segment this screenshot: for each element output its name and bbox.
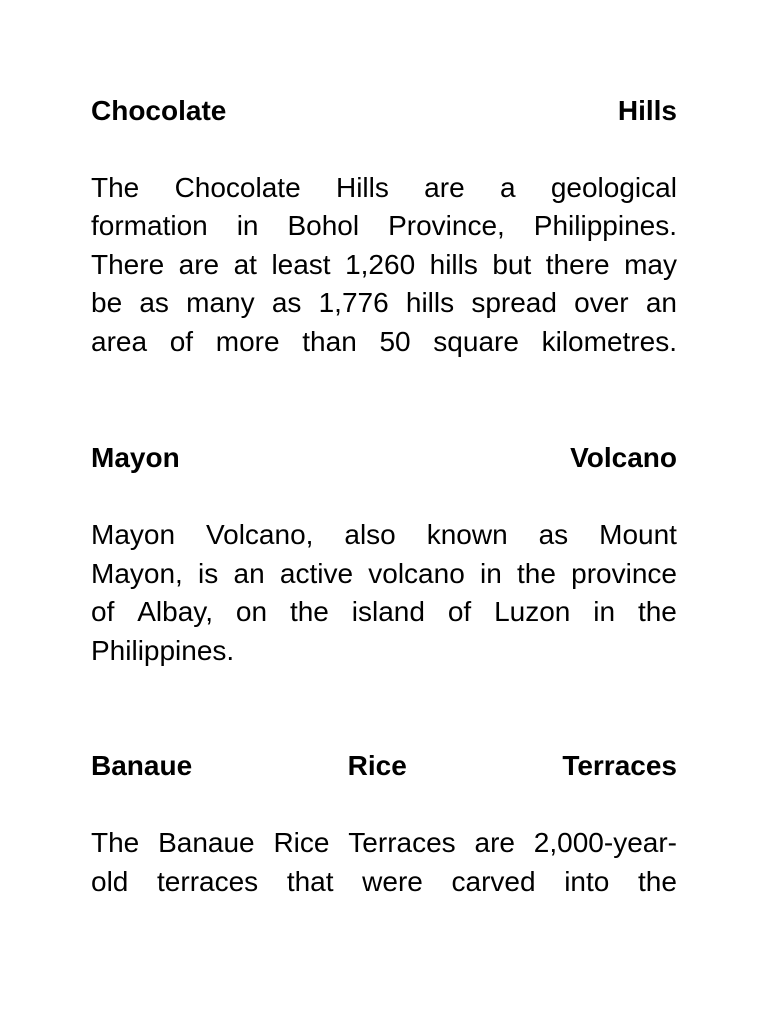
word: carved — [451, 866, 536, 897]
word: 2,000-year- — [533, 827, 677, 858]
word: volcano — [368, 558, 465, 589]
word: over — [574, 287, 629, 318]
heading-word: Chocolate — [91, 95, 227, 126]
word: Philippines. — [533, 210, 677, 241]
word: than — [302, 326, 357, 357]
word: Rice — [273, 827, 330, 858]
word: formation — [91, 210, 208, 241]
word: the — [289, 596, 329, 627]
word: spread — [471, 287, 557, 318]
paragraph-line — [91, 632, 677, 670]
word: an — [233, 558, 265, 589]
word: as — [139, 287, 169, 318]
word: in — [236, 210, 259, 241]
word: are — [474, 827, 515, 858]
word: were — [362, 866, 423, 897]
word: 50 — [379, 326, 411, 357]
word: province — [571, 558, 677, 589]
heading-word: Hills — [617, 95, 677, 126]
word: in — [593, 596, 616, 627]
word: Volcano, — [206, 519, 314, 550]
word: kilometres. — [541, 326, 677, 357]
word: many — [186, 287, 255, 318]
word: Albay, — [137, 596, 213, 627]
paragraph-line — [91, 207, 677, 245]
word: least — [271, 249, 331, 280]
word: Banaue — [158, 827, 255, 858]
word: Mount — [599, 519, 677, 550]
word: 1,776 — [318, 287, 389, 318]
paragraph-line — [91, 169, 677, 207]
word: at — [233, 249, 257, 280]
paragraph-line — [91, 246, 677, 284]
word: hills — [405, 287, 455, 318]
word: of — [91, 596, 115, 627]
word: be — [91, 287, 123, 318]
word: geological — [550, 172, 677, 203]
word: into — [564, 866, 610, 897]
word: The — [91, 172, 140, 203]
word: Chocolate — [174, 172, 301, 203]
word: are — [424, 172, 465, 203]
paragraph-line — [91, 555, 677, 593]
word: of — [447, 596, 472, 627]
paragraph-line — [91, 824, 677, 862]
word: old — [91, 866, 129, 897]
word: Hills — [335, 172, 389, 203]
word: Bohol — [287, 210, 360, 241]
word: known — [426, 519, 508, 550]
paragraph-line — [91, 593, 677, 631]
section-heading-chocolate-hills — [91, 92, 677, 130]
word: may — [624, 249, 677, 280]
paragraph-line — [91, 284, 677, 322]
word: Terraces — [348, 827, 456, 858]
word: the — [637, 596, 677, 627]
heading-word: Mayon — [91, 442, 180, 473]
word: the — [517, 558, 556, 589]
word: are — [178, 249, 220, 280]
word: active — [279, 558, 354, 589]
word: Mayon — [91, 519, 176, 550]
word: also — [344, 519, 396, 550]
heading-word: Terraces — [562, 750, 677, 781]
word: in — [479, 558, 502, 589]
word: but — [492, 249, 532, 280]
word: there — [545, 249, 610, 280]
section-heading-mayon-volcano — [91, 439, 677, 477]
word: on — [235, 596, 268, 627]
word: The — [91, 827, 140, 858]
word: area — [91, 326, 148, 357]
word: the — [637, 866, 677, 897]
heading-word: Banaue — [91, 750, 193, 781]
word: that — [286, 866, 334, 897]
word: of — [169, 326, 194, 357]
word: more — [215, 326, 280, 357]
word: There — [91, 249, 165, 280]
heading-word: Rice — [347, 750, 407, 781]
word: square — [433, 326, 519, 357]
word: Philippines. — [91, 635, 235, 666]
section-heading-banaue-rice-terraces — [91, 747, 677, 785]
word: as — [271, 287, 302, 318]
word: hills — [429, 249, 478, 280]
word: is — [198, 558, 219, 589]
word: terraces — [157, 866, 259, 897]
word: an — [645, 287, 677, 318]
word: 1,260 — [345, 249, 416, 280]
word: as — [538, 519, 569, 550]
word: Mayon, — [91, 558, 183, 589]
word: a — [499, 172, 516, 203]
word: island — [351, 596, 425, 627]
word: Province, — [388, 210, 505, 241]
paragraph-line — [91, 516, 677, 554]
paragraph-line — [91, 323, 677, 361]
paragraph-line — [91, 863, 677, 901]
heading-word: Volcano — [570, 442, 677, 473]
word: Luzon — [494, 596, 571, 627]
